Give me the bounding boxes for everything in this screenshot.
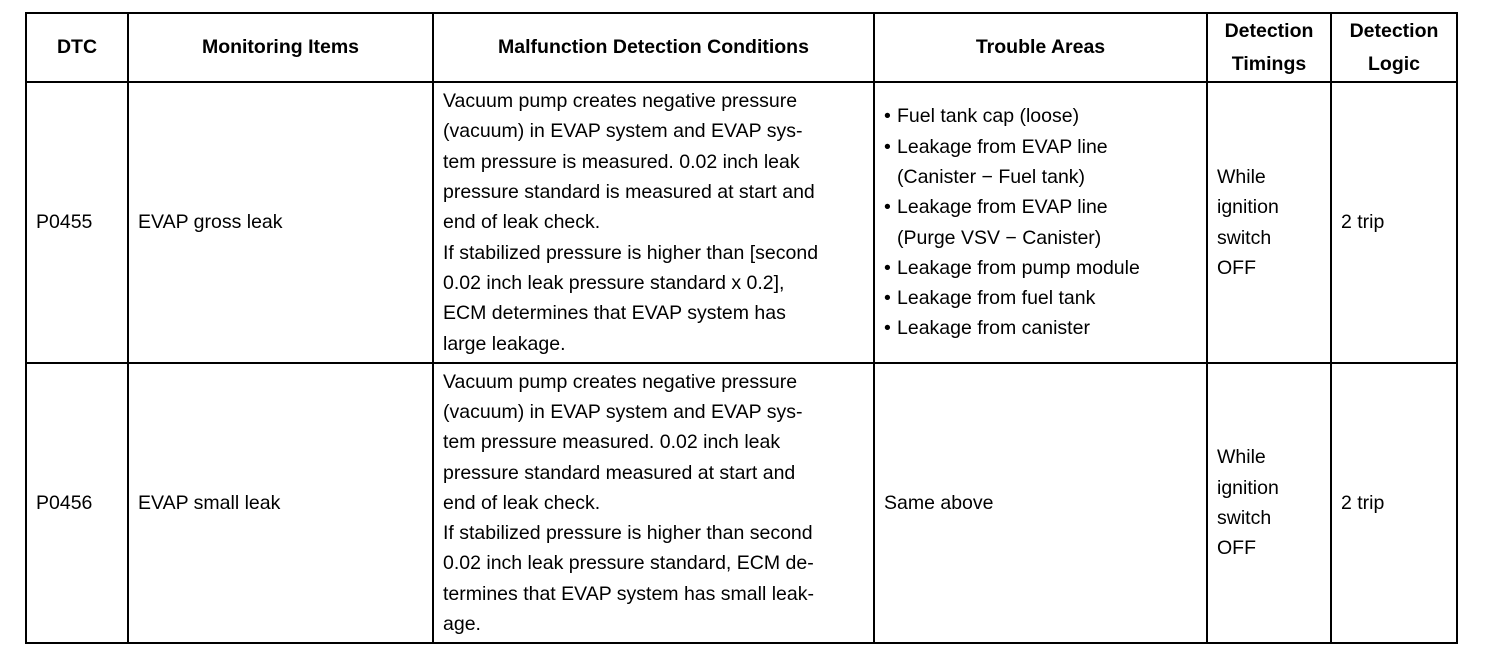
bullet-icon: • (884, 256, 891, 279)
condition-line: (vacuum) in EVAP system and EVAP sys- (443, 120, 803, 143)
condition-line: Vacuum pump creates negative pressure (443, 370, 798, 393)
condition-line: If stabilized pressure is higher than [second (443, 241, 819, 264)
table-row (26, 363, 1457, 643)
timing-line: switch (1217, 226, 1272, 249)
condition-line: tem pressure measured. 0.02 inch leak (443, 431, 781, 454)
header-text: Logic (1368, 52, 1420, 75)
condition-line: pressure standard is measured at start and (443, 181, 815, 204)
condition-line: large leakage. (443, 332, 566, 355)
bullet-icon: • (884, 135, 891, 158)
header-text: Detection (1349, 19, 1439, 42)
monitoring-item: EVAP gross leak (128, 82, 433, 363)
condition-line: age. (443, 613, 481, 636)
trouble-area-text: Leakage from pump module (897, 256, 1140, 279)
timing-line: While (1217, 165, 1266, 188)
trouble-area-item (884, 101, 1197, 131)
condition-line: Vacuum pump creates negative pressure (443, 90, 798, 113)
header-trouble-areas: Trouble Areas (874, 13, 1207, 82)
trouble-area-text: Fuel tank cap (loose) (897, 105, 1080, 128)
detection-logic: 2 trip (1331, 363, 1457, 643)
condition-line: 0.02 inch leak pressure standard, ECM de- (443, 552, 814, 575)
condition-line: tem pressure is measured. 0.02 inch leak (443, 150, 800, 173)
timing-line: switch (1217, 507, 1272, 529)
condition-line: If stabilized pressure is higher than second (443, 522, 813, 545)
condition-line: ECM determines that EVAP system has (443, 302, 786, 325)
trouble-area-item (884, 283, 1197, 313)
condition-line: (vacuum) in EVAP system and EVAP sys- (443, 400, 803, 423)
timing-line: OFF (1217, 256, 1256, 279)
monitoring-item: EVAP small leak (128, 363, 433, 643)
trouble-area-item (884, 313, 1197, 343)
detection-conditions (433, 363, 874, 643)
trouble-areas (874, 82, 1207, 363)
condition-line: end of leak check. (443, 211, 601, 234)
header-text: Timings (1231, 52, 1307, 75)
condition-line: 0.02 inch leak pressure standard x 0.2], (443, 271, 785, 294)
trouble-area-text: Leakage from EVAP line (897, 196, 1108, 219)
timing-line: ignition (1217, 476, 1279, 499)
detection-conditions (433, 82, 874, 363)
trouble-area-text: Leakage from canister (897, 317, 1090, 340)
table-row (26, 82, 1457, 363)
trouble-area-text: Leakage from EVAP line (897, 135, 1108, 158)
timing-line: While (1217, 446, 1266, 469)
bullet-icon: • (884, 196, 891, 219)
header-monitoring-items: Monitoring Items (128, 13, 433, 82)
trouble-area-subtext: (Canister − Fuel tank) (897, 165, 1086, 188)
bullet-icon: • (884, 317, 891, 340)
header-conditions: Malfunction Detection Conditions (433, 13, 874, 82)
header-detection-logic (1331, 13, 1457, 82)
bullet-icon: • (884, 105, 891, 128)
detection-logic: 2 trip (1331, 82, 1457, 363)
trouble-area-subtext: (Purge VSV − Canister) (897, 226, 1102, 249)
timing-line: ignition (1217, 196, 1279, 219)
bullet-icon: • (884, 287, 891, 310)
dtc-code: P0455 (26, 82, 128, 363)
detection-timing (1207, 363, 1331, 643)
dtc-table (25, 12, 1458, 644)
trouble-areas: Same above (874, 363, 1207, 643)
header-text: Detection (1224, 19, 1314, 42)
condition-line: termines that EVAP system has small leak- (443, 582, 814, 605)
header-dtc: DTC (26, 13, 128, 82)
trouble-area-item (884, 253, 1197, 283)
header-row (26, 13, 1457, 82)
trouble-area-item (884, 132, 1197, 162)
condition-line: pressure standard measured at start and (443, 461, 796, 484)
detection-timing (1207, 82, 1331, 363)
dtc-code: P0456 (26, 363, 128, 643)
header-detection-timings (1207, 13, 1331, 82)
condition-line: end of leak check. (443, 491, 601, 514)
trouble-area-item (884, 192, 1197, 222)
trouble-area-text: Leakage from fuel tank (897, 287, 1096, 310)
timing-line: OFF (1217, 537, 1256, 560)
